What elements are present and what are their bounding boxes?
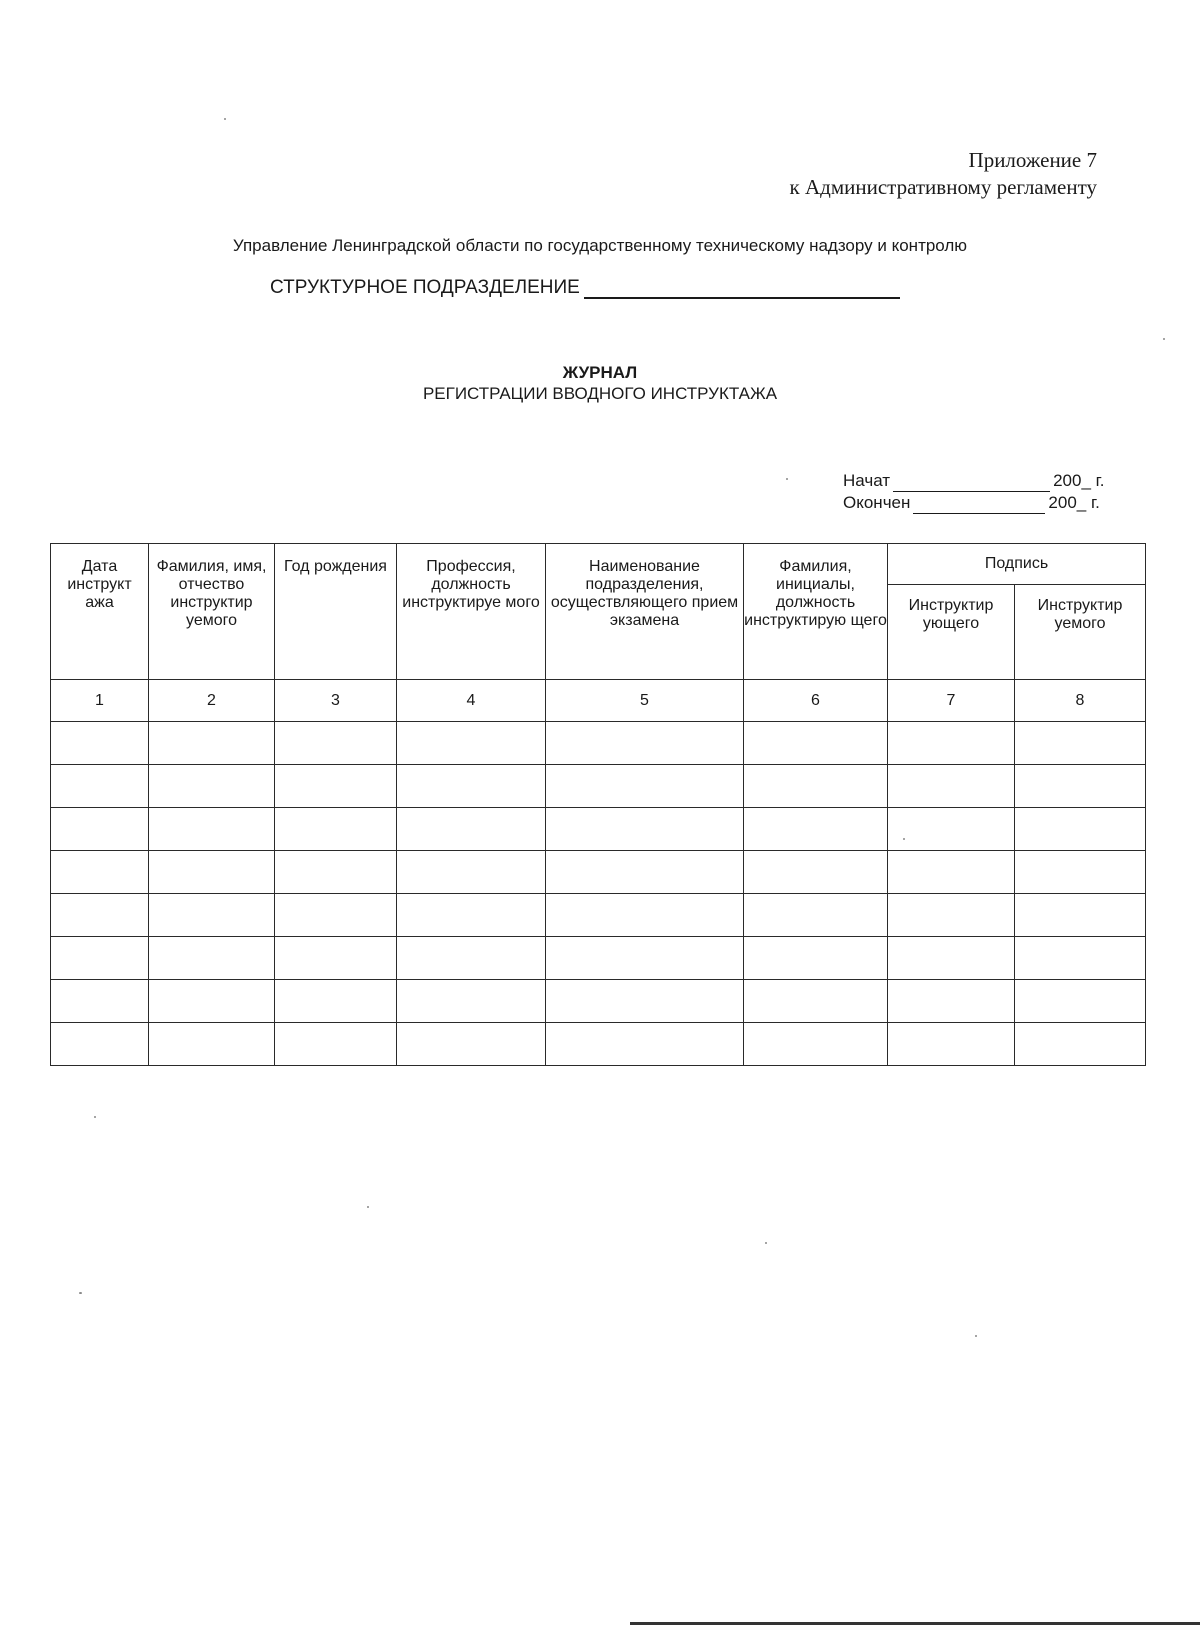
- table-cell[interactable]: [1015, 894, 1146, 937]
- table-cell[interactable]: [51, 937, 149, 980]
- header-signature-trainee: Инструктир уемого: [1015, 585, 1146, 680]
- blank-rows: [51, 722, 1146, 1066]
- table-cell[interactable]: [397, 765, 546, 808]
- table-cell[interactable]: [546, 937, 744, 980]
- started-label: Начат: [843, 471, 891, 490]
- column-number: 5: [546, 680, 744, 722]
- started-row: [843, 470, 1104, 492]
- table-cell[interactable]: [275, 894, 397, 937]
- table-cell[interactable]: [888, 851, 1015, 894]
- header-signature-instructor: Инструктир ующего: [888, 585, 1015, 680]
- table-cell[interactable]: [275, 808, 397, 851]
- table-cell[interactable]: [51, 808, 149, 851]
- scan-edge-line: [630, 1622, 1200, 1625]
- table-row: [51, 1023, 1146, 1066]
- division-blank-line[interactable]: [584, 279, 900, 299]
- table-cell[interactable]: [51, 980, 149, 1023]
- started-blank-line[interactable]: [893, 475, 1050, 492]
- table-cell[interactable]: [744, 765, 888, 808]
- table-row: [51, 722, 1146, 765]
- finished-row: [843, 492, 1104, 514]
- scan-speck: [79, 1292, 82, 1294]
- table-row: [51, 851, 1146, 894]
- scan-speck: [975, 1335, 977, 1337]
- header-instructor-name: Фамилия, инициалы, должность инструктирую щего: [744, 544, 888, 680]
- table-cell[interactable]: [397, 894, 546, 937]
- agency-name: Управление Ленинградской области по государственному техническому надзору и контролю: [232, 236, 968, 255]
- table-cell[interactable]: [744, 851, 888, 894]
- division-label: СТРУКТУРНОЕ ПОДРАЗДЕЛЕНИЕ: [270, 277, 580, 298]
- table-cell[interactable]: [744, 894, 888, 937]
- document-title: [0, 362, 1200, 404]
- table-cell[interactable]: [546, 980, 744, 1023]
- header-department: Наименование подразделения, осуществляющего прием экзамена: [546, 544, 744, 680]
- table-cell[interactable]: [1015, 765, 1146, 808]
- table-cell[interactable]: [1015, 851, 1146, 894]
- table-cell[interactable]: [546, 1023, 744, 1066]
- table-cell[interactable]: [888, 808, 1015, 851]
- table-cell[interactable]: [51, 1023, 149, 1066]
- table-row: [51, 765, 1146, 808]
- table-cell[interactable]: [888, 937, 1015, 980]
- finished-label: Окончен: [843, 493, 911, 512]
- header-row: [51, 544, 1146, 585]
- column-numbers-row: [51, 680, 1146, 722]
- column-number: 3: [275, 680, 397, 722]
- table-cell[interactable]: [888, 722, 1015, 765]
- column-number: 2: [149, 680, 275, 722]
- table-cell[interactable]: [546, 808, 744, 851]
- table-cell[interactable]: [275, 851, 397, 894]
- header-birth-year: Год рождения: [275, 544, 397, 680]
- header-profession: Профессия, должность инструктируе мого: [397, 544, 546, 680]
- table-cell[interactable]: [744, 808, 888, 851]
- table-cell[interactable]: [51, 851, 149, 894]
- scan-speck: [786, 478, 788, 480]
- table-row: [51, 937, 1146, 980]
- table-cell[interactable]: [546, 765, 744, 808]
- scan-speck: [367, 1206, 369, 1208]
- column-number: 6: [744, 680, 888, 722]
- table-cell[interactable]: [546, 722, 744, 765]
- table-cell[interactable]: [51, 894, 149, 937]
- scan-speck: [224, 118, 226, 120]
- table-cell[interactable]: [275, 722, 397, 765]
- table-cell[interactable]: [149, 980, 275, 1023]
- table-cell[interactable]: [1015, 937, 1146, 980]
- column-number: 1: [51, 680, 149, 722]
- scan-speck: [765, 1242, 767, 1244]
- table-cell[interactable]: [275, 1023, 397, 1066]
- table-cell[interactable]: [888, 980, 1015, 1023]
- table-cell[interactable]: [744, 722, 888, 765]
- table-cell[interactable]: [149, 808, 275, 851]
- table-cell[interactable]: [1015, 980, 1146, 1023]
- table-cell[interactable]: [1015, 722, 1146, 765]
- table-cell[interactable]: [149, 894, 275, 937]
- table-cell[interactable]: [397, 808, 546, 851]
- table-cell[interactable]: [888, 894, 1015, 937]
- table-cell[interactable]: [51, 722, 149, 765]
- scan-speck: [903, 838, 905, 840]
- journal-dates: [843, 470, 1104, 514]
- table-row: [51, 980, 1146, 1023]
- column-number: 4: [397, 680, 546, 722]
- division-field: [270, 277, 900, 299]
- finished-blank-line[interactable]: [913, 497, 1045, 514]
- table-cell[interactable]: [275, 980, 397, 1023]
- table-cell[interactable]: [888, 1023, 1015, 1066]
- appendix-line-2: к Административному регламенту: [789, 175, 1097, 199]
- title-line-2: РЕГИСТРАЦИИ ВВОДНОГО ИНСТРУКТАЖА: [422, 384, 778, 403]
- table-row: [51, 894, 1146, 937]
- appendix-line-1: Приложение 7: [968, 148, 1097, 172]
- table-cell[interactable]: [149, 722, 275, 765]
- title-line-1: ЖУРНАЛ: [562, 363, 638, 382]
- started-year: 200_ г.: [1053, 471, 1105, 490]
- table-cell[interactable]: [149, 851, 275, 894]
- header-signature-group: Подпись: [888, 544, 1146, 585]
- finished-year: 200_ г.: [1048, 493, 1100, 512]
- column-number: 7: [888, 680, 1015, 722]
- table-cell[interactable]: [744, 1023, 888, 1066]
- header-trainee-name: Фамилия, имя, отчество инструктир уемого: [149, 544, 275, 680]
- table-cell[interactable]: [275, 937, 397, 980]
- table-cell[interactable]: [1015, 1023, 1146, 1066]
- table-cell[interactable]: [149, 765, 275, 808]
- table-cell[interactable]: [546, 851, 744, 894]
- scan-speck: [94, 1116, 96, 1118]
- table-cell[interactable]: [1015, 808, 1146, 851]
- table-cell[interactable]: [397, 980, 546, 1023]
- table-cell[interactable]: [744, 980, 888, 1023]
- table-cell[interactable]: [149, 1023, 275, 1066]
- table-row: [51, 808, 1146, 851]
- table-cell[interactable]: [546, 894, 744, 937]
- table-cell[interactable]: [888, 765, 1015, 808]
- appendix-note: [790, 147, 1097, 201]
- table-cell[interactable]: [397, 851, 546, 894]
- registration-table: [50, 543, 1146, 1066]
- table-cell[interactable]: [51, 765, 149, 808]
- table-cell[interactable]: [744, 937, 888, 980]
- table-cell[interactable]: [149, 937, 275, 980]
- table-cell[interactable]: [397, 937, 546, 980]
- header-date: Дата инструкт ажа: [51, 544, 149, 680]
- column-number: 8: [1015, 680, 1146, 722]
- table-cell[interactable]: [397, 722, 546, 765]
- scan-speck: [1163, 338, 1165, 340]
- table-cell[interactable]: [275, 765, 397, 808]
- table-cell[interactable]: [397, 1023, 546, 1066]
